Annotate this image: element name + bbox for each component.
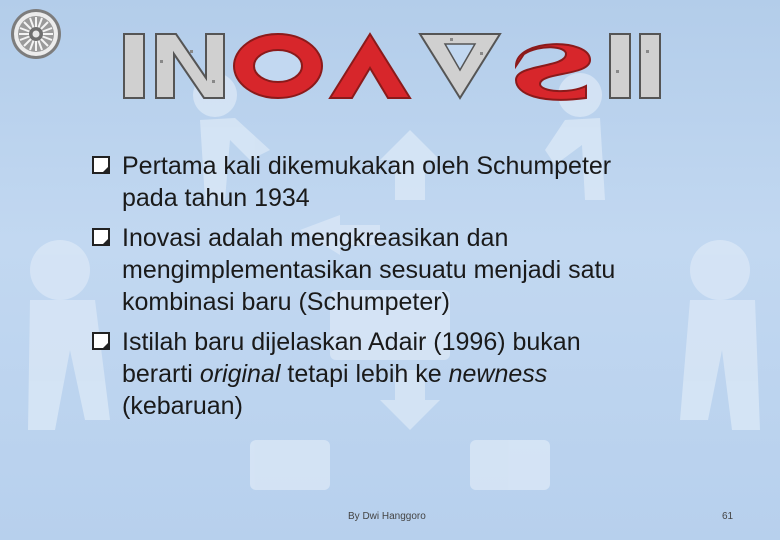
page-number: 61 bbox=[722, 511, 734, 522]
bullet-emphasis: newness bbox=[448, 360, 548, 388]
bullet-text-line: pada tahun 1934 bbox=[122, 184, 310, 212]
checkbox-bullet-icon bbox=[92, 332, 110, 350]
bullet-list bbox=[90, 150, 730, 430]
bullet-item bbox=[90, 150, 730, 214]
bullet-text-line: Pertama kali dikemukakan oleh Schumpeter bbox=[122, 152, 612, 180]
footer-author: By Dwi Hanggoro bbox=[348, 511, 426, 522]
bullet-item bbox=[90, 326, 730, 422]
title-wordart bbox=[120, 30, 680, 102]
bullet-text-segment: tetapi lebih ke bbox=[280, 360, 449, 388]
checkbox-bullet-icon bbox=[92, 156, 110, 174]
university-logo bbox=[10, 8, 62, 60]
bullet-text-segment: berarti bbox=[122, 360, 200, 388]
bullet-item bbox=[90, 222, 730, 318]
bullet-text-line: (kebaruan) bbox=[122, 392, 243, 420]
bullet-text-line: Inovasi adalah mengkreasikan dan bbox=[122, 224, 509, 252]
checkbox-bullet-icon bbox=[92, 228, 110, 246]
bullet-text-line: kombinasi baru (Schumpeter) bbox=[122, 288, 450, 316]
bullet-text-line: mengimplementasikan sesuatu menjadi satu bbox=[122, 256, 616, 284]
bullet-text-line: Istilah baru dijelaskan Adair (1996) bukan bbox=[122, 328, 581, 356]
bullet-emphasis: original bbox=[199, 360, 281, 388]
